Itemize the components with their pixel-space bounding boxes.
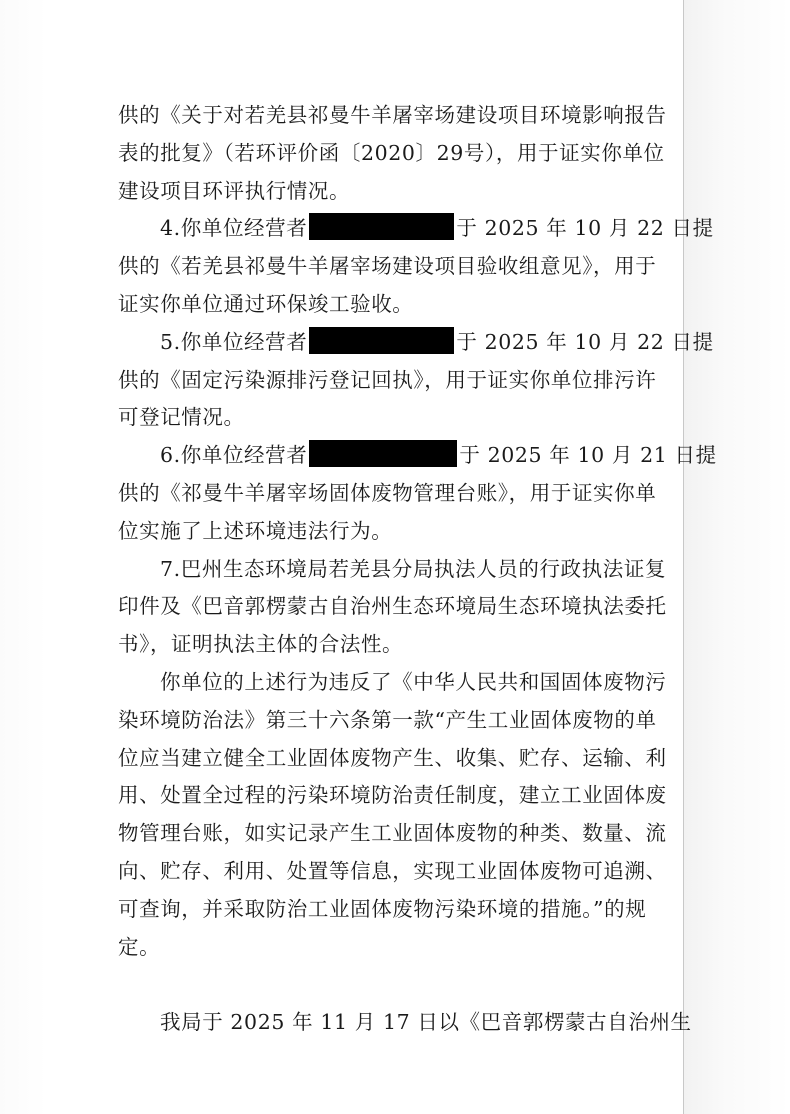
page-edge-line <box>683 0 684 1114</box>
text-line: 书》，证明执法主体的合法性。 <box>118 632 404 657</box>
redaction-box <box>309 213 454 240</box>
text-segment: 6.你单位经营者 <box>160 443 308 468</box>
text-line: 物管理台账，如实记录产生工业固体废物的种类、数量、流 <box>118 821 667 846</box>
redaction-box <box>309 327 454 354</box>
evidence-item-5 <box>118 324 714 362</box>
evidence-item-7: 7.巴州生态环境局若羌县分局执法人员的行政执法证复 <box>160 556 667 581</box>
text-line: 可查询，并采取防治工业固体废物污染环境的措施。”的规 <box>118 896 647 921</box>
redaction-box <box>309 440 457 467</box>
text-line: 用、处置全过程的污染环境防治责任制度，建立工业固体废 <box>118 783 667 808</box>
text-line: 可登记情况。 <box>118 405 245 430</box>
blank-line <box>118 966 678 1004</box>
text-line: 印件及《巴音郭楞蒙古自治州生态环境局生态环境执法委托 <box>118 594 667 619</box>
evidence-item-4 <box>118 210 714 248</box>
text-line: 表的批复》（若环评价函〔2020〕29号），用于证实你单位 <box>118 140 665 165</box>
text-segment: 于 2025 年 10 月 22 日提 <box>456 216 714 241</box>
text-line: 供的《祁曼牛羊屠宰场固体废物管理台账》，用于证实你单 <box>118 480 657 505</box>
text-line: 供的《关于对若羌县祁曼牛羊屠宰场建设项目环境影响报告 <box>118 103 667 127</box>
text-line: 证实你单位通过环保竣工验收。 <box>118 291 414 316</box>
page-edge-shadow <box>684 0 790 1114</box>
text-line: 染环境防治法》第三十六条第一款“产生工业固体废物的单 <box>118 707 657 732</box>
text-segment: 于 2025 年 10 月 22 日提 <box>456 329 714 354</box>
text-line: 向、贮存、利用、处置等信息，实现工业固体废物可追溯、 <box>118 858 667 883</box>
document-body <box>118 97 717 1042</box>
text-segment: 4.你单位经营者 <box>160 216 308 241</box>
text-segment: 5.你单位经营者 <box>160 329 308 354</box>
violation-paragraph-start: 你单位的上述行为违反了《中华人民共和国固体废物污 <box>160 669 667 694</box>
text-segment: 于 2025 年 10 月 21 日提 <box>459 443 717 468</box>
text-line: 位应当建立健全工业固体废物产生、收集、贮存、运输、利 <box>118 745 667 770</box>
notice-paragraph-start: 我局于 2025 年 11 月 17 日以《巴音郭楞蒙古自治州生 <box>160 1010 692 1035</box>
evidence-item-6 <box>118 437 717 475</box>
text-line: 建设项目环评执行情况。 <box>118 178 351 203</box>
text-line: 定。 <box>118 934 161 959</box>
text-line: 位实施了上述环境违法行为。 <box>118 518 393 543</box>
text-line: 供的《固定污染源排污登记回执》，用于证实你单位排污许 <box>118 367 657 392</box>
text-line: 供的《若羌县祁曼牛羊屠宰场建设项目验收组意见》，用于 <box>118 254 657 279</box>
